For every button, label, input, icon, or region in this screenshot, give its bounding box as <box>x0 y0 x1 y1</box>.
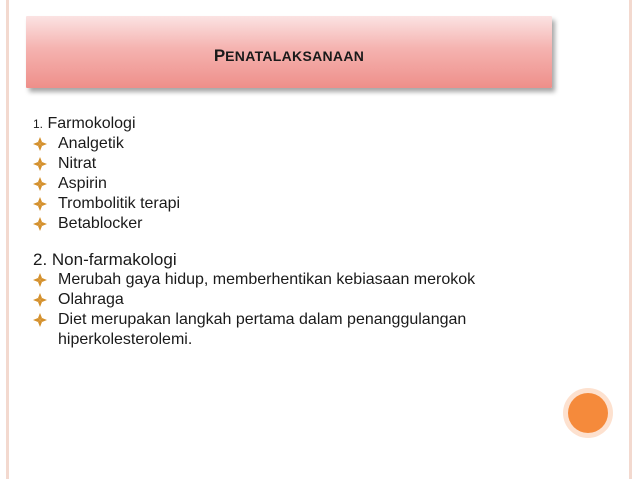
list-item-text: Analgetik <box>58 135 124 152</box>
list-item-text: Merubah gaya hidup, memberhentikan kebiasaan merokok <box>58 271 476 288</box>
list-item <box>33 214 593 234</box>
list-item <box>33 194 593 214</box>
list-item-text: Aspirin <box>58 175 107 192</box>
list-item <box>33 174 593 194</box>
diamond-bullet-icon <box>33 157 47 171</box>
left-frame-line <box>6 0 9 479</box>
slide-content <box>33 114 593 350</box>
list-item <box>33 154 593 174</box>
list-item <box>33 270 593 290</box>
list-item <box>33 310 593 350</box>
right-frame-line <box>629 0 632 479</box>
section1-heading <box>33 114 593 134</box>
diamond-bullet-icon <box>33 177 47 191</box>
list-item-text: Betablocker <box>58 215 143 232</box>
diamond-bullet-icon <box>33 293 47 307</box>
list-item-text: Nitrat <box>58 155 97 172</box>
title-banner <box>26 16 552 88</box>
section1-heading-text: Farmokologi <box>47 115 136 132</box>
list-item-text: Olahraga <box>58 291 124 308</box>
diamond-bullet-icon <box>33 197 47 211</box>
title-rest: ENATALAKSANAAN <box>225 48 365 64</box>
title-first-letter: P <box>213 46 226 65</box>
section2-heading: 2. Non-farmakologi <box>33 250 177 269</box>
page-title <box>26 46 552 66</box>
list-item-text: Diet merupakan langkah pertama dalam penanggulangan hiperkolesterolemi. <box>58 311 467 348</box>
diamond-bullet-icon <box>33 273 47 287</box>
section1-number: 1. <box>33 117 44 131</box>
decorative-circle <box>568 393 608 433</box>
diamond-bullet-icon <box>33 217 47 231</box>
list-item <box>33 134 593 154</box>
diamond-bullet-icon <box>33 313 47 327</box>
diamond-bullet-icon <box>33 137 47 151</box>
list-item-text: Trombolitik terapi <box>58 195 181 212</box>
section2-list <box>33 270 593 350</box>
section1-list <box>33 134 593 234</box>
list-item <box>33 290 593 310</box>
